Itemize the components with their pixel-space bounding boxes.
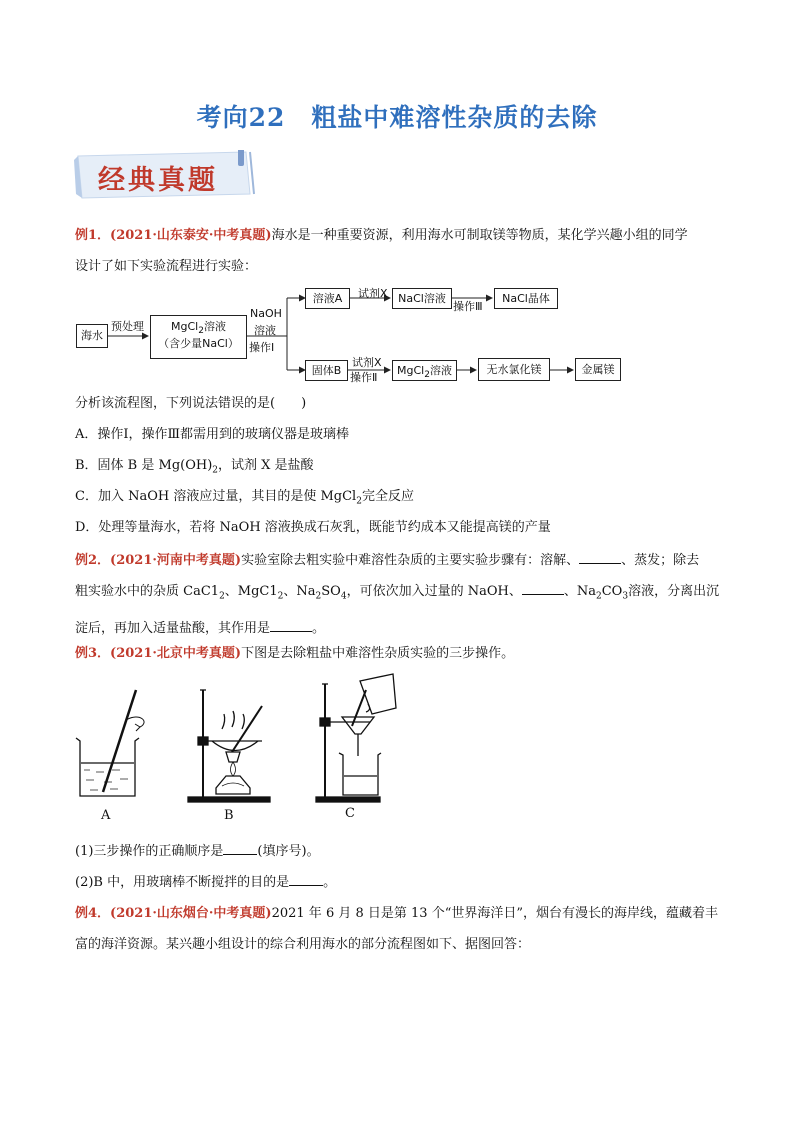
- example-4-text2: 富的海洋资源。某兴趣小组设计的综合利用海水的部分流程图如下、据图回答：: [75, 937, 531, 952]
- example-3-label: 例3．: [75, 646, 111, 661]
- example-2-t7: ，可依次加入过量的 NaOH、: [346, 584, 522, 599]
- example-2-t3: 粗实验水中的杂质 CaC1: [75, 584, 220, 599]
- q2-post: 。: [323, 875, 337, 890]
- flow-mgcl2-sol-suffix: 溶液: [429, 364, 452, 377]
- option-c-sub: 2: [356, 496, 362, 507]
- flow-mgcl2-sub: 2: [198, 326, 204, 337]
- flow-label-reagent-x-top: 试剂X: [358, 287, 388, 300]
- answer-blank[interactable]: [223, 842, 257, 855]
- example-1-label: 例1．: [75, 228, 111, 243]
- example-2-t5: 、Na: [283, 584, 316, 599]
- flow-mgcl2-sol-formula: MgCl: [397, 364, 425, 377]
- example-2-t10: 溶液，分离出沉: [628, 584, 720, 599]
- flow-label-pretreat: 预处理: [111, 320, 144, 333]
- answer-blank[interactable]: [289, 873, 323, 886]
- flow-box-nacl-solution: NaCl溶液: [392, 288, 452, 309]
- flow-label-op2: 操作Ⅱ: [350, 371, 378, 384]
- example-2-t5s: 2: [315, 591, 322, 602]
- caption-c: C: [345, 806, 355, 821]
- option-b-pre: B．固体 B 是 Mg(OH): [75, 458, 213, 473]
- example-3-q1: [75, 836, 725, 867]
- option-b-post: ，试剂 X 是盐酸: [218, 458, 314, 473]
- example-2-t12: 。: [312, 620, 326, 636]
- example-2-t9s: 3: [622, 591, 629, 602]
- example-1-question: 分析该流程图，下列说法错误的是( ): [75, 396, 307, 411]
- title-code: 考向22: [196, 103, 286, 132]
- flow-box-nacl-crystal: NaCl晶体: [494, 288, 558, 309]
- option-d: D．处理等量海水，若将 NaOH 溶液换成石灰乳，既能节约成本又能提高镁的产量: [75, 520, 551, 535]
- example-2-t6: SO: [321, 584, 341, 599]
- flow-mgcl2-suffix: 溶液: [203, 320, 226, 333]
- apparatus-a-beaker: [76, 690, 144, 796]
- q1-pre: (1)三步操作的正确顺序是: [75, 844, 224, 859]
- q2-pre: (2)B 中，用玻璃棒不断搅拌的目的是: [75, 875, 290, 890]
- apparatus-b-evaporation: [188, 690, 270, 802]
- banner-label: 经典真题: [98, 165, 218, 196]
- flow-label-solution: 溶液: [254, 324, 276, 337]
- example-4-source: (2021·山东烟台·中考真题): [110, 906, 272, 921]
- example-2-t1: 实验室除去粗实验中难溶性杂质的主要实验步骤有：溶解、: [241, 553, 580, 568]
- example-3-source: (2021·北京中考真题): [110, 646, 242, 661]
- flow-label-naoh: NaOH: [250, 307, 282, 320]
- example-4: [75, 898, 725, 960]
- example-3-text: 下图是去除粗盐中难溶性杂质实验的三步操作。: [241, 646, 515, 661]
- flow-mgcl2-formula: MgCl: [171, 320, 199, 333]
- example-2-t3s: 2: [219, 591, 225, 602]
- example-2-t6s: 4: [340, 591, 347, 602]
- flow-box-anhydrous-mgcl2: 无水氯化镁: [478, 358, 550, 381]
- caption-b: B: [224, 808, 234, 823]
- example-2-source: (2021·河南中考真题): [110, 553, 242, 568]
- example-4-text1: 2021 年 6 月 8 日是第 13 个“世界海洋日”，烟台有漫长的海岸线，蕴藏着丰: [271, 906, 718, 921]
- flow-label-op1: 操作Ⅰ: [249, 341, 275, 354]
- flow-mgcl2-note: （含少量NaCl）: [158, 337, 239, 351]
- flow-box-solution-a: 溶液A: [305, 288, 350, 309]
- example-3-q2: [75, 867, 725, 898]
- example-2-t8: 、Na: [563, 584, 596, 599]
- example-2-t2: 、蒸发；除去: [621, 553, 700, 568]
- flow-mgcl2-sol-sub: 2: [424, 370, 430, 381]
- option-c-post: 完全反应: [361, 489, 414, 504]
- example-1-source: (2021·山东泰安·中考真题): [110, 228, 272, 243]
- apparatus-c-filtration: [316, 674, 396, 802]
- example-1-text1: 海水是一种重要资源，利用海水可制取镁等物质，某化学兴趣小组的同学: [271, 228, 688, 243]
- option-c-pre: C．加入 NaOH 溶液应过量，其目的是使 MgCl: [75, 489, 357, 504]
- flow-box-magnesium: 金属镁: [575, 358, 621, 381]
- example-2-t11: 淀后，再加入适量盐酸，其作用是: [75, 620, 271, 636]
- flow-box-seawater: 海水: [76, 324, 108, 348]
- title-text: 粗盐中难溶性杂质的去除: [311, 103, 598, 132]
- q1-post: (填序号)。: [257, 844, 320, 859]
- option-a: A．操作Ⅰ，操作Ⅲ都需用到的玻璃仪器是玻璃棒: [75, 427, 350, 442]
- example-4-label: 例4．: [75, 906, 111, 921]
- example-2-label: 例2．: [75, 553, 111, 568]
- flow-label-reagent-x-bottom: 试剂X: [352, 356, 382, 369]
- option-b-sub: 2: [212, 465, 219, 476]
- example-2-t8s: 2: [595, 591, 602, 602]
- example-2-t4s: 2: [277, 591, 284, 602]
- flow-box-solid-b: 固体B: [305, 360, 348, 381]
- caption-a: A: [101, 808, 111, 823]
- example-1-text2: 设计了如下实验流程进行实验：: [75, 259, 258, 274]
- example-2-t4: 、MgC1: [224, 584, 278, 599]
- flow-label-op3: 操作Ⅲ: [453, 300, 483, 313]
- example-2-t9: CO: [601, 584, 623, 599]
